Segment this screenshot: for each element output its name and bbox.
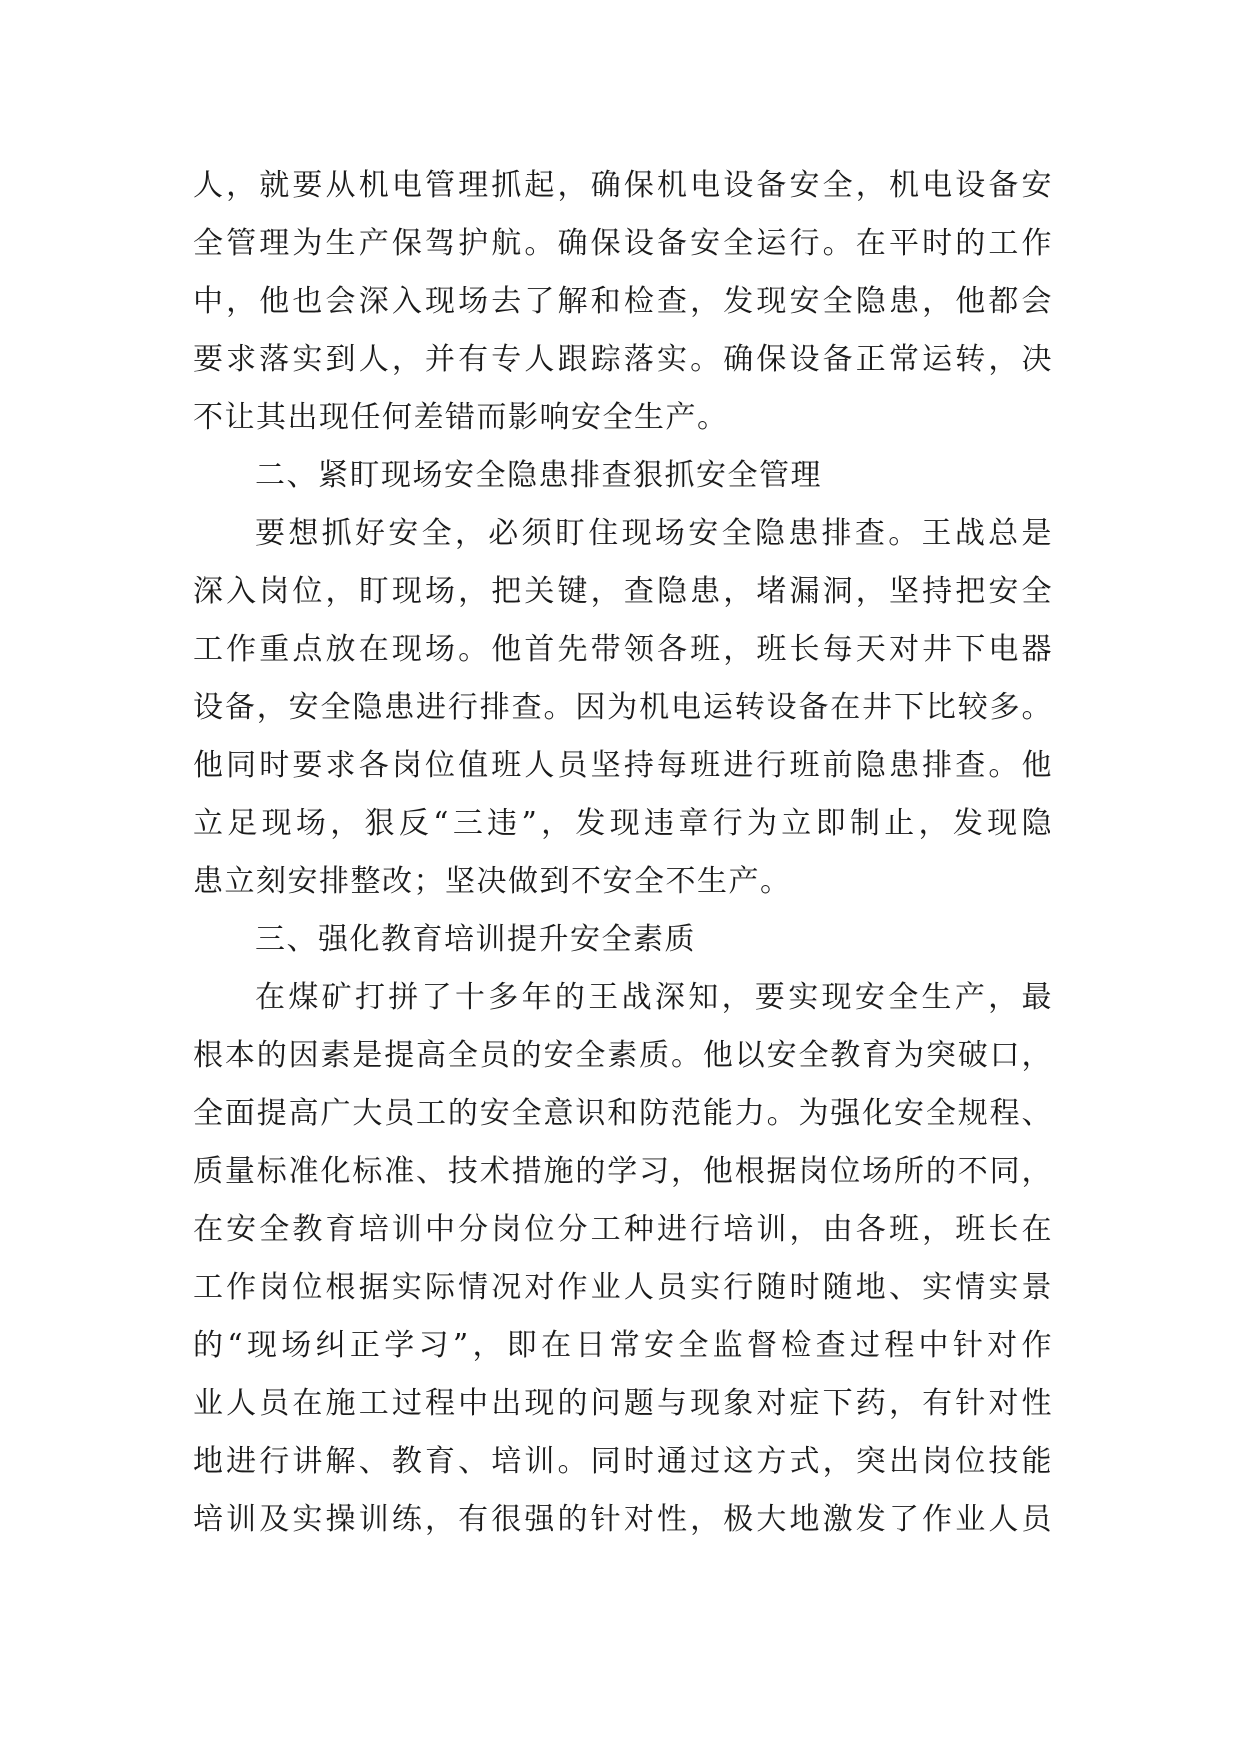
text-line: 的“现场纠正学习”，即在日常安全监督检查过程中针对作 (193, 1328, 1053, 1363)
text-line: 全管理为生产保驾护航。确保设备安全运行。在平时的工作 (193, 226, 1053, 261)
text-line: 患立刻安排整改；坚决做到不安全不生产。 (193, 864, 792, 899)
text-line: 立足现场，狠反“三违”，发现违章行为立即制止，发现隐 (193, 806, 1053, 841)
text-line: 地进行讲解、教育、培训。同时通过这方式，突出岗位技能 (193, 1444, 1053, 1479)
text-line: 他同时要求各岗位值班人员坚持每班进行班前隐患排查。他 (193, 748, 1053, 783)
text-line: 深入岗位，盯现场，把关键，查隐患，堵漏洞，坚持把安全 (193, 574, 1053, 609)
text-line: 工作岗位根据实际情况对作业人员实行随时随地、实情实景 (193, 1270, 1053, 1305)
text-line: 在安全教育培训中分岗位分工种进行培训，由各班，班长在 (193, 1212, 1053, 1247)
text-line: 业人员在施工过程中出现的问题与现象对症下药，有针对性 (193, 1386, 1053, 1421)
text-line: 在煤矿打拼了十多年的王战深知，要实现安全生产，最 (255, 980, 1053, 1015)
text-line: 全面提高广大员工的安全意识和防范能力。为强化安全规程、 (193, 1096, 1053, 1131)
text-line: 人，就要从机电管理抓起，确保机电设备安全，机电设备安 (193, 168, 1053, 203)
text-line: 设备，安全隐患进行排查。因为机电运转设备在井下比较多。 (193, 690, 1053, 725)
text-line: 要求落实到人，并有专人跟踪落实。确保设备正常运转，决 (193, 342, 1053, 377)
text-line: 工作重点放在现场。他首先带领各班，班长每天对井下电器 (193, 632, 1053, 667)
text-line: 根本的因素是提高全员的安全素质。他以安全教育为突破口， (193, 1038, 1053, 1073)
text-line: 培训及实操训练，有很强的针对性，极大地激发了作业人员 (193, 1502, 1053, 1537)
document-body (193, 157, 1053, 1549)
section-heading: 二、紧盯现场安全隐患排查狠抓安全管理 (255, 458, 822, 493)
section-heading: 三、强化教育培训提升安全素质 (255, 922, 696, 957)
text-line: 要想抓好安全，必须盯住现场安全隐患排查。王战总是 (255, 516, 1053, 551)
text-line: 质量标准化标准、技术措施的学习，他根据岗位场所的不同， (193, 1154, 1053, 1189)
text-line: 中，他也会深入现场去了解和检查，发现安全隐患，他都会 (193, 284, 1053, 319)
text-line: 不让其出现任何差错而影响安全生产。 (193, 400, 729, 435)
